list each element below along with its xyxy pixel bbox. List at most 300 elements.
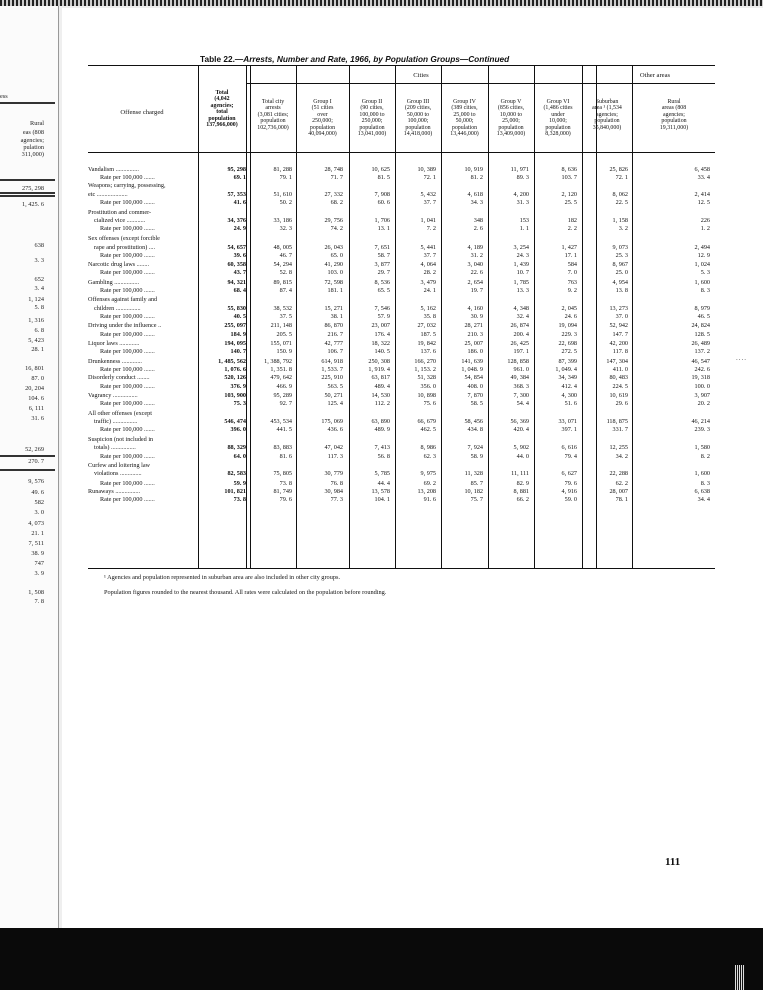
column-header-4-line: population [405, 124, 431, 131]
table-cell: 33. 4 [697, 174, 710, 181]
table-row [88, 235, 715, 244]
table-cell: 59. 0 [564, 496, 577, 503]
left-page-text: 3. 9 [34, 570, 44, 577]
row-label: Rate per 100,000 ....... [100, 453, 155, 460]
table-cell: 19. 7 [470, 287, 483, 294]
table-cell: 80, 483 [609, 374, 628, 381]
table-cell: 166, 270 [414, 358, 436, 365]
table-cell: 88, 329 [227, 444, 246, 451]
table-cell: 79. 4 [564, 453, 577, 460]
table-cell: 51, 328 [417, 374, 436, 381]
table-cell: 242. 6 [694, 366, 710, 373]
row-label: Rate per 100,000 ....... [100, 199, 155, 206]
row-label: Gambling ................ [88, 279, 140, 286]
table-title-prefix: Table 22.— [200, 54, 244, 64]
table-cell: 6, 458 [694, 166, 710, 173]
table-row [88, 287, 715, 296]
footnote-2: Population figures rounded to the nearest thousand. All rates were calculated on the population before rounding. [104, 589, 387, 596]
table-cell: 9, 073 [612, 244, 628, 251]
table-cell: 65. 0 [330, 252, 343, 259]
table-cell: 31. 3 [516, 199, 529, 206]
table-cell: 10, 182 [464, 488, 483, 495]
row-label: Rate per 100,000 ....... [100, 287, 155, 294]
row-label: Narcotic drug laws ........ [88, 261, 149, 268]
table-cell: 5, 432 [420, 191, 436, 198]
column-header-8-line: area ¹ (1,534 [592, 105, 622, 112]
table-cell: 34, 349 [558, 374, 577, 381]
table-cell: 33, 186 [273, 217, 292, 224]
table-cell: 489. 9 [374, 426, 390, 433]
row-label: Rate per 100,000 ....... [100, 496, 155, 503]
table-cell: 2. 2 [567, 225, 577, 232]
table-cell: 79. 6 [564, 480, 577, 487]
table-row [88, 322, 715, 331]
row-label: Rate per 100,000 ....... [100, 252, 155, 259]
table-cell: 10, 898 [417, 392, 436, 399]
table-cell: 1, 388, 792 [264, 358, 292, 365]
column-header-3-line: 250,000; [361, 118, 383, 125]
left-page-text: 1, 316 [28, 317, 44, 324]
left-page-text: agencies; [20, 137, 44, 144]
column-header-9-line: agencies; [663, 111, 685, 118]
left-page-text: 3. 3 [34, 257, 44, 264]
table-row [88, 496, 715, 505]
row-label: Curfew and loitering law [88, 462, 151, 469]
total-header-line: agencies; [210, 102, 234, 109]
table-cell: 176. 4 [374, 331, 390, 338]
table-cell: 100. 0 [694, 383, 710, 390]
table-cell: 103. 7 [561, 174, 577, 181]
total-header [199, 90, 245, 128]
table-cell: 54. 4 [516, 400, 529, 407]
cities-header: Cities [413, 72, 429, 79]
table-cell: 69. 1 [233, 174, 246, 181]
left-page-text: 652 [34, 276, 44, 283]
table-cell: 24. 1 [423, 287, 436, 294]
table-bottom-rule [88, 568, 715, 569]
column-header-9 [633, 99, 715, 131]
table-cell: 48, 005 [273, 244, 292, 251]
table-cell: 479, 642 [270, 374, 292, 381]
table-cell: 4, 160 [467, 305, 483, 312]
table-cell: 34. 3 [470, 199, 483, 206]
table-cell: 18, 322 [371, 340, 390, 347]
table-cell: 1, 485, 562 [218, 358, 246, 365]
table-cell: 216. 7 [327, 331, 343, 338]
left-page-rule [0, 469, 55, 471]
left-page-text: 21. 1 [31, 530, 44, 537]
table-cell: 331. 7 [612, 426, 628, 433]
table-cell: 2. 6 [473, 225, 483, 232]
table-cell: 140. 7 [230, 348, 246, 355]
table-cell: 19, 094 [558, 322, 577, 329]
table-cell: 182 [567, 217, 577, 224]
table-cell: 1, 049. 4 [555, 366, 577, 373]
row-label: Weapons; carrying, possessing, [88, 182, 166, 189]
table-cell: 42, 777 [324, 340, 343, 347]
column-header-1-line: (3,081 cities; [257, 111, 289, 118]
table-cell: 86, 870 [324, 322, 343, 329]
table-cell: 58. 5 [470, 400, 483, 407]
table-cell: 23, 007 [371, 322, 390, 329]
table-cell: 57. 9 [377, 313, 390, 320]
table-cell: 72. 1 [423, 174, 436, 181]
table-cell: 250, 308 [368, 358, 390, 365]
table-cell: 8. 3 [700, 287, 710, 294]
table-cell: 7, 924 [467, 444, 483, 451]
table-cell: 25. 5 [564, 199, 577, 206]
table-cell: 47, 042 [324, 444, 343, 451]
table-cell: 7. 0 [567, 269, 577, 276]
table-cell: 68. 2 [330, 199, 343, 206]
other-areas-header: Other areas [639, 72, 671, 79]
table-cell: 3, 479 [420, 279, 436, 286]
table-cell: 26, 043 [324, 244, 343, 251]
table-cell: 763 [567, 279, 577, 286]
left-page-text: 1, 124 [28, 296, 44, 303]
column-header-4-line: 100,000; [407, 118, 429, 125]
table-cell: 71. 7 [330, 174, 343, 181]
column-header-7-line: population [545, 124, 571, 131]
table-cell: 2, 654 [467, 279, 483, 286]
total-header-line: 137,966,000) [206, 122, 238, 129]
table-cell: 3. 2 [618, 225, 628, 232]
table-cell: 4, 954 [612, 279, 628, 286]
left-page-text: 9, 576 [28, 478, 44, 485]
column-header-6-line: (856 cities, [497, 105, 525, 112]
left-page-text: Rural [30, 120, 44, 127]
table-cell: 75. 6 [423, 400, 436, 407]
table-cell: 81, 288 [273, 166, 292, 173]
left-page-text: 1, 508 [28, 589, 44, 596]
row-label: traffic) ................ [94, 418, 138, 425]
row-label: Rate per 100,000 ....... [100, 480, 155, 487]
left-page-text: 5, 423 [28, 337, 44, 344]
table-cell: 141, 639 [461, 358, 483, 365]
table-cell: 32. 4 [516, 313, 529, 320]
table-cell: 40. 5 [233, 313, 246, 320]
table-cell: 55, 830 [227, 305, 246, 312]
table-cell: 11, 111 [511, 470, 529, 477]
left-page-text: 6. 8 [34, 327, 44, 334]
row-label: violations .............. [94, 470, 142, 477]
table-cell: 4, 200 [513, 191, 529, 198]
table-cell: 20. 2 [697, 400, 710, 407]
table-cell: 11, 971 [510, 166, 529, 173]
table-cell: 4, 064 [420, 261, 436, 268]
column-header-6-line: 10,000 to [499, 111, 523, 118]
column-header-7-line: 10,000; [549, 118, 567, 125]
row-label: All other offenses (except [88, 410, 152, 417]
table-cell: 184. 9 [230, 331, 246, 338]
table-cell: 408. 0 [467, 383, 483, 390]
table-cell: 272. 5 [561, 348, 577, 355]
table-cell: 106. 7 [327, 348, 343, 355]
table-cell: 65. 5 [377, 287, 390, 294]
table-row [88, 374, 715, 383]
left-page-text: 7. 8 [34, 598, 44, 605]
table-cell: 10, 625 [371, 166, 390, 173]
table-cell: 2, 414 [694, 191, 710, 198]
table-cell: 75, 805 [273, 470, 292, 477]
column-header-1-line: Total city [261, 99, 285, 105]
left-page-text: 3. 4 [34, 285, 44, 292]
table-cell: 1, 427 [561, 244, 577, 251]
offense-header: Offense charged [120, 109, 164, 116]
table-cell: 14, 530 [371, 392, 390, 399]
column-header-7-line: Group VI [546, 99, 570, 105]
table-cell: 4, 189 [467, 244, 483, 251]
table-cell: 356. 0 [420, 383, 436, 390]
header-bottom-rule [88, 152, 715, 153]
table-cell: 73. 8 [233, 496, 246, 503]
table-row [88, 426, 715, 435]
table-cell: 211, 148 [270, 322, 292, 329]
table-cell: 226 [700, 217, 710, 224]
total-header-line: population [208, 115, 236, 122]
table-cell: 81. 5 [377, 174, 390, 181]
table-cell: 63, 817 [371, 374, 390, 381]
table-cell: 60. 6 [377, 199, 390, 206]
table-cell: 22, 288 [609, 470, 628, 477]
table-cell: 28, 271 [464, 322, 483, 329]
table-cell: 68. 4 [233, 287, 246, 294]
table-cell: 5, 162 [420, 305, 436, 312]
table-cell: 1, 153. 2 [414, 366, 436, 373]
table-cell: 54, 294 [273, 261, 292, 268]
table-title [200, 54, 509, 64]
table-cell: 50. 2 [279, 199, 292, 206]
table-cell: 27, 032 [417, 322, 436, 329]
table-cell: 37. 5 [279, 313, 292, 320]
table-cell: 128. 5 [694, 331, 710, 338]
table-cell: 128, 858 [507, 358, 529, 365]
table-cell: 8, 986 [420, 444, 436, 451]
table-cell: 411. 0 [612, 366, 628, 373]
page-number: 111 [665, 856, 681, 868]
table-cell: 87. 4 [279, 287, 292, 294]
table-cell: 1, 351. 8 [270, 366, 292, 373]
scan-right-edge [735, 965, 745, 990]
column-header-7 [535, 99, 581, 137]
table-cell: 462. 5 [420, 426, 436, 433]
table-cell: 66. 2 [516, 496, 529, 503]
table-cell: 205. 5 [276, 331, 292, 338]
left-page-text: 270. 7 [28, 458, 44, 465]
table-cell: 12. 5 [697, 199, 710, 206]
table-cell: 15, 271 [324, 305, 343, 312]
column-header-2-line: population [309, 124, 336, 131]
table-row [88, 296, 715, 305]
left-page-rule [0, 455, 55, 457]
column-header-5-line: Group IV [453, 99, 476, 105]
table-cell: 3, 254 [513, 244, 529, 251]
table-cell: 6, 627 [561, 470, 577, 477]
row-label: Rate per 100,000 ....... [100, 174, 155, 181]
table-cell: 25, 007 [464, 340, 483, 347]
table-cell: 397. 1 [561, 426, 577, 433]
table-row [88, 331, 715, 340]
table-cell: 4, 916 [561, 488, 577, 495]
table-cell: 26, 489 [691, 340, 710, 347]
other-areas-header-rule [596, 83, 715, 84]
table-cell: 453, 534 [270, 418, 292, 425]
table-cell: 56. 8 [377, 453, 390, 460]
table-cell: 10, 389 [417, 166, 436, 173]
row-label: Rate per 100,000 ....... [100, 225, 155, 232]
column-header-3-line: Group II [361, 99, 383, 105]
table-cell: 25, 826 [609, 166, 628, 173]
table-cell: 63, 890 [371, 418, 390, 425]
table-cell: 22. 5 [615, 199, 628, 206]
table-cell: 37. 7 [423, 199, 436, 206]
row-label: Rate per 100,000 ....... [100, 366, 155, 373]
table-cell: 147, 304 [606, 358, 628, 365]
table-cell: 13, 208 [417, 488, 436, 495]
column-header-2-line: 250,000; [312, 118, 333, 125]
table-cell: 89, 815 [273, 279, 292, 286]
table-cell: 8. 3 [700, 480, 710, 487]
table-cell: 64. 0 [233, 453, 246, 460]
table-cell: 82. 9 [516, 480, 529, 487]
table-cell: 2, 045 [561, 305, 577, 312]
table-cell: 35. 8 [423, 313, 436, 320]
left-page-text: pulation [23, 144, 44, 151]
table-cell: 27, 332 [324, 191, 343, 198]
table-cell: 79. 1 [279, 174, 292, 181]
table-cell: 29, 756 [324, 217, 343, 224]
table-cell: 147. 7 [612, 331, 628, 338]
column-header-8-line: population [594, 118, 620, 125]
table-cell: 75. 3 [233, 400, 246, 407]
column-header-2-line: over [317, 111, 328, 118]
table-cell: 24. 6 [564, 313, 577, 320]
table-cell: 22. 6 [470, 269, 483, 276]
table-cell: 7, 651 [374, 244, 390, 251]
table-cell: 26, 874 [510, 322, 529, 329]
column-header-1 [251, 99, 295, 131]
table-cell: 29. 7 [377, 269, 390, 276]
table-cell: 1, 580 [694, 444, 710, 451]
left-page-text: 7, 511 [28, 540, 44, 547]
row-label: Vandalism ............... [88, 166, 139, 173]
table-cell: 181. 1 [327, 287, 343, 294]
table-cell: 137. 6 [420, 348, 436, 355]
table-cell: 12, 255 [609, 444, 628, 451]
column-header-1-line: population [260, 118, 286, 125]
table-cell: 34. 4 [697, 496, 710, 503]
row-label: Rate per 100,000 ....... [100, 269, 155, 276]
table-cell: 584 [567, 261, 577, 268]
table-cell: 224. 5 [612, 383, 628, 390]
margin-dots: .... [736, 354, 747, 362]
table-cell: 26, 425 [510, 340, 529, 347]
table-cell: 8, 062 [612, 191, 628, 198]
table-cell: 24. 9 [233, 225, 246, 232]
column-header-4-line: 14,418,000) [403, 131, 433, 138]
column-header-3-line: 100,000 to [359, 111, 385, 118]
table-cell: 42, 200 [609, 340, 628, 347]
table-cell: 210. 3 [467, 331, 483, 338]
column-header-5-line: population [451, 124, 478, 131]
table-cell: 62. 3 [423, 453, 436, 460]
row-label: Rate per 100,000 ....... [100, 348, 155, 355]
table-cell: 368. 3 [513, 383, 529, 390]
table-title-text: Arrests, Number and Rate, 1966, by Population Groups—Continued [243, 54, 510, 64]
column-header-8 [583, 99, 631, 131]
table-cell: 150. 9 [276, 348, 292, 355]
table-cell: 239. 3 [694, 426, 710, 433]
table-cell: 30, 779 [324, 470, 343, 477]
table-cell: 520, 126 [224, 374, 246, 381]
table-cell: 7, 546 [374, 305, 390, 312]
row-label: Rate per 100,000 ....... [100, 331, 155, 338]
left-page-text: 6, 111 [28, 405, 44, 412]
table-cell: 1, 158 [612, 217, 628, 224]
table-cell: 83, 883 [273, 444, 292, 451]
table-cell: 4, 618 [467, 191, 483, 198]
table-cell: 25. 0 [615, 269, 628, 276]
table-cell: 412. 4 [561, 383, 577, 390]
total-header-line: Total [215, 90, 229, 96]
table-cell: 118, 875 [606, 418, 628, 425]
column-header-2-line: 40,094,000) [308, 131, 337, 138]
table-cell: 1, 439 [513, 261, 529, 268]
table-top-rule [88, 65, 715, 66]
table-cell: 56, 369 [510, 418, 529, 425]
column-header-8-line: 35,840,000) [592, 124, 622, 131]
table-cell: 75. 7 [470, 496, 483, 503]
table-cell: 81. 2 [470, 174, 483, 181]
table-cell: 46. 5 [697, 313, 710, 320]
left-page-text: 52, 269 [25, 446, 44, 453]
table-cell: 155, 071 [270, 340, 292, 347]
column-header-6-line: Group V [500, 99, 522, 105]
column-header-9-line: Rural [667, 99, 681, 105]
column-header-3-line: 13,041,000) [357, 131, 387, 138]
table-cell: 82, 583 [227, 470, 246, 477]
table-cell: 7, 870 [467, 392, 483, 399]
table-cell: 1, 076. 6 [224, 366, 246, 373]
table-cell: 43. 7 [233, 269, 246, 276]
table-cell: 194, 095 [224, 340, 246, 347]
table-cell: 5, 785 [374, 470, 390, 477]
row-label: children ................ [94, 305, 141, 312]
table-cell: 7, 300 [513, 392, 529, 399]
table-cell: 8, 536 [374, 279, 390, 286]
table-cell: 5. 3 [700, 269, 710, 276]
table-cell: 52. 8 [279, 269, 292, 276]
row-label: totals) ................ [94, 444, 136, 451]
table-cell: 1. 2 [700, 225, 710, 232]
table-cell: 33, 071 [558, 418, 577, 425]
table-cell: 59. 9 [233, 480, 246, 487]
column-header-6 [489, 99, 533, 137]
column-header-5-line: 25,000 to [453, 111, 476, 118]
table-row [88, 383, 715, 392]
column-header-5-line: 50,000; [455, 118, 474, 125]
table-cell: 255, 097 [224, 322, 246, 329]
table-cell: 54, 854 [464, 374, 483, 381]
table-cell: 46. 7 [279, 252, 292, 259]
table-cell: 4, 348 [513, 305, 529, 312]
left-page-text: 582 [34, 499, 44, 506]
table-cell: 2, 494 [694, 244, 710, 251]
row-label: cialized vice ............ [94, 217, 146, 224]
left-page-text: 49. 6 [31, 489, 44, 496]
table-cell: 229. 3 [561, 331, 577, 338]
table-cell: 3, 877 [374, 261, 390, 268]
